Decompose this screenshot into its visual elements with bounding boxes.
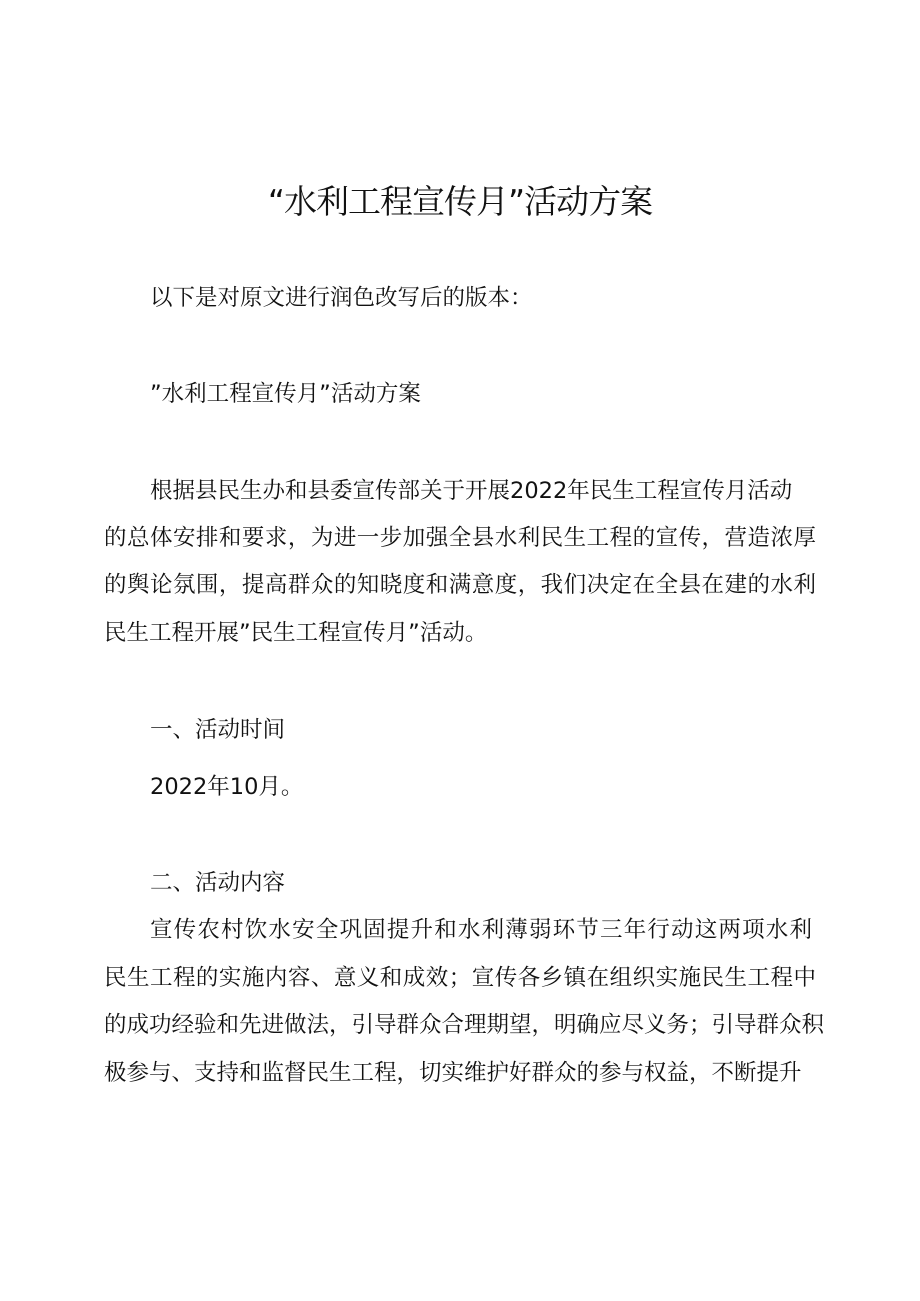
- paragraph-line: 的舆论氛围，提高群众的知晓度和满意度，我们决定在全县在建的水利: [104, 572, 816, 598]
- intro-line: 以下是对原文进行润色改写后的版本：: [150, 285, 533, 311]
- paragraph-line: 的成功经验和先进做法，引导群众合理期望，明确应尽义务；引导群众积: [104, 1012, 825, 1038]
- paragraph-line: 极参与、支持和监督民生工程，切实维护好群众的参与权益，不断提升: [104, 1060, 802, 1086]
- section-heading-content: 二、活动内容: [150, 870, 286, 896]
- paragraph-line: 的总体安排和要求，为进一步加强全县水利民生工程的宣传，营造浓厚: [104, 525, 816, 551]
- paragraph-line: 根据县民生办和县委宣传部关于开展2022年民生工程宣传月活动: [150, 478, 793, 504]
- section-heading-time: 一、活动时间: [150, 717, 286, 743]
- paragraph-line: 民生工程的实施内容、意义和成效；宣传各乡镇在组织实施民生工程中: [104, 965, 816, 991]
- paragraph-line: 民生工程开展”民生工程宣传月”活动。: [104, 620, 488, 646]
- subtitle-line: ”水利工程宣传月”活动方案: [150, 381, 421, 407]
- paragraph-line: 宣传农村饮水安全巩固提升和水利薄弱环节三年行动这两项水利: [150, 917, 812, 943]
- section-body-time: 2022年10月。: [150, 774, 304, 800]
- document-title: “水利工程宣传月”活动方案: [267, 182, 653, 221]
